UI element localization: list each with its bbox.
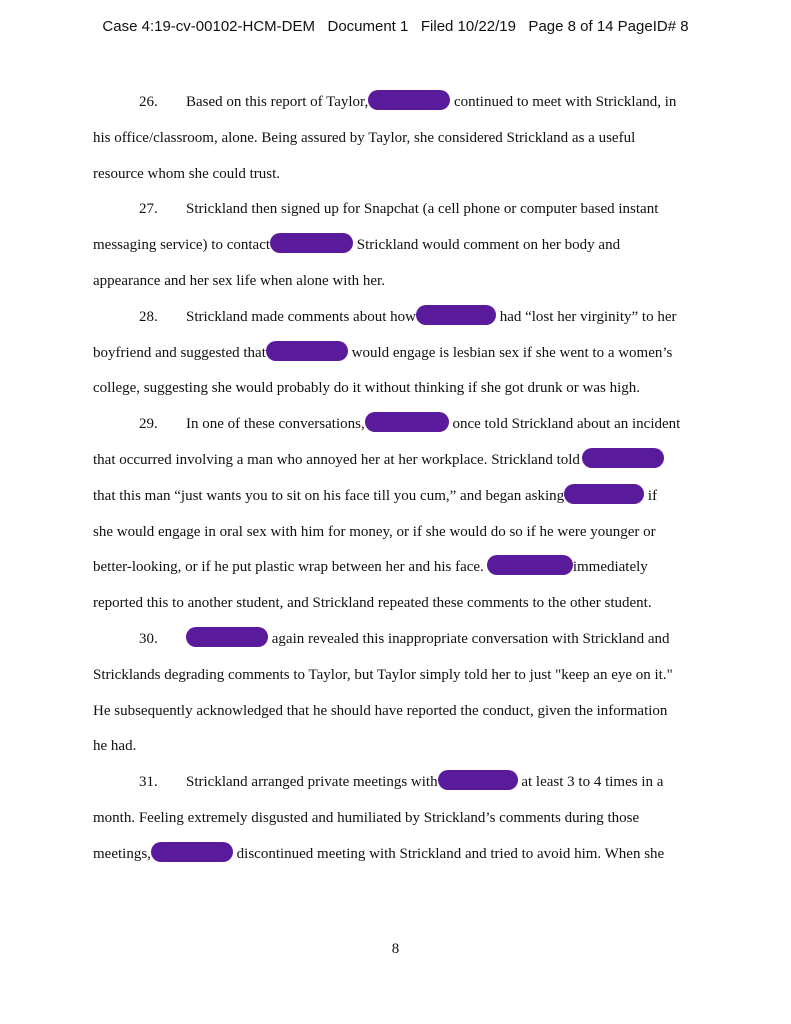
paragraph-29-line-3: that this man “just wants you to sit on his face till you cum,” and began asking if — [93, 484, 713, 520]
paragraph-29-line-4: she would engage in oral sex with him for money, or if she would do so if he were younger or — [93, 523, 656, 540]
case-header: Case 4:19-cv-00102-HCM-DEM Document 1 Filed 10/22/19 Page 8 of 14 PageID# 8 — [102, 18, 689, 35]
paragraph-number: 31. — [139, 774, 158, 791]
paragraph-28-line-2: boyfriend and suggested that would engage is lesbian sex if she went to a women’s — [93, 341, 713, 377]
paragraph-28-line-1: 28. Strickland made comments about how had “lost her virginity” to her — [93, 305, 713, 341]
redaction-box — [368, 90, 450, 110]
paragraph-30-line-2: Stricklands degrading comments to Taylor, but Taylor simply told her to just "keep an eye on it." — [93, 666, 673, 683]
paragraph-31-line-2: month. Feeling extremely disgusted and humiliated by Strickland’s comments during those — [93, 809, 640, 826]
page-number: 8 — [391, 941, 400, 957]
paragraph-number: 30. — [139, 630, 158, 647]
document-body — [93, 90, 713, 878]
paragraph-number: 28. — [139, 308, 158, 325]
paragraph-26-line-2: his office/classroom, alone. Being assured by Taylor, she considered Strickland as a useful — [93, 129, 636, 146]
paragraph-29-line-1: 29. In one of these conversations, once told Strickland about an incident — [93, 412, 713, 448]
paragraph-29-line-2: that occurred involving a man who annoyed her at her workplace. Strickland told — [93, 448, 713, 484]
paragraph-number: 27. — [139, 201, 158, 218]
paragraph-27-line-1: 27. Strickland then signed up for Snapchat (a cell phone or computer based instant — [93, 197, 713, 233]
paragraph-26-line-1: 26. Based on this report of Taylor, continued to meet with Strickland, in — [93, 90, 713, 126]
paragraph-30-line-4: he had. — [93, 738, 137, 755]
redaction-box — [438, 770, 518, 790]
redaction-box — [487, 555, 573, 575]
paragraph-31-line-3: meetings, discontinued meeting with Strickland and tried to avoid him. When she — [93, 842, 713, 878]
paragraph-29-line-5: better-looking, or if he put plastic wrap between her and his face. immediately — [93, 555, 713, 591]
redaction-box — [270, 233, 353, 253]
paragraph-30-line-3: He subsequently acknowledged that he should have reported the conduct, given the information — [93, 702, 668, 719]
paragraph-27-line-3: appearance and her sex life when alone with her. — [93, 272, 385, 289]
redaction-box — [365, 412, 449, 432]
redaction-box — [186, 627, 268, 647]
paragraph-number: 26. — [139, 94, 158, 110]
paragraph-31-line-1: 31. Strickland arranged private meetings with at least 3 to 4 times in a — [93, 770, 713, 806]
paragraph-number: 29. — [139, 416, 158, 433]
redaction-box — [582, 448, 664, 468]
paragraph-28-line-3: college, suggesting she would probably do it without thinking if she got drunk or was high. — [93, 380, 641, 397]
redaction-box — [266, 341, 348, 361]
paragraph-29-line-6: reported this to another student, and Strickland repeated these comments to the other student. — [93, 595, 652, 612]
redaction-box — [564, 484, 644, 504]
paragraph-26-line-3: resource whom she could trust. — [93, 165, 281, 182]
redaction-box — [151, 842, 233, 862]
paragraph-27-line-2: messaging service) to contact Strickland would comment on her body and — [93, 233, 713, 269]
paragraph-30-line-1: 30. again revealed this inappropriate conversation with Strickland and — [93, 627, 713, 663]
redaction-box — [416, 305, 496, 325]
